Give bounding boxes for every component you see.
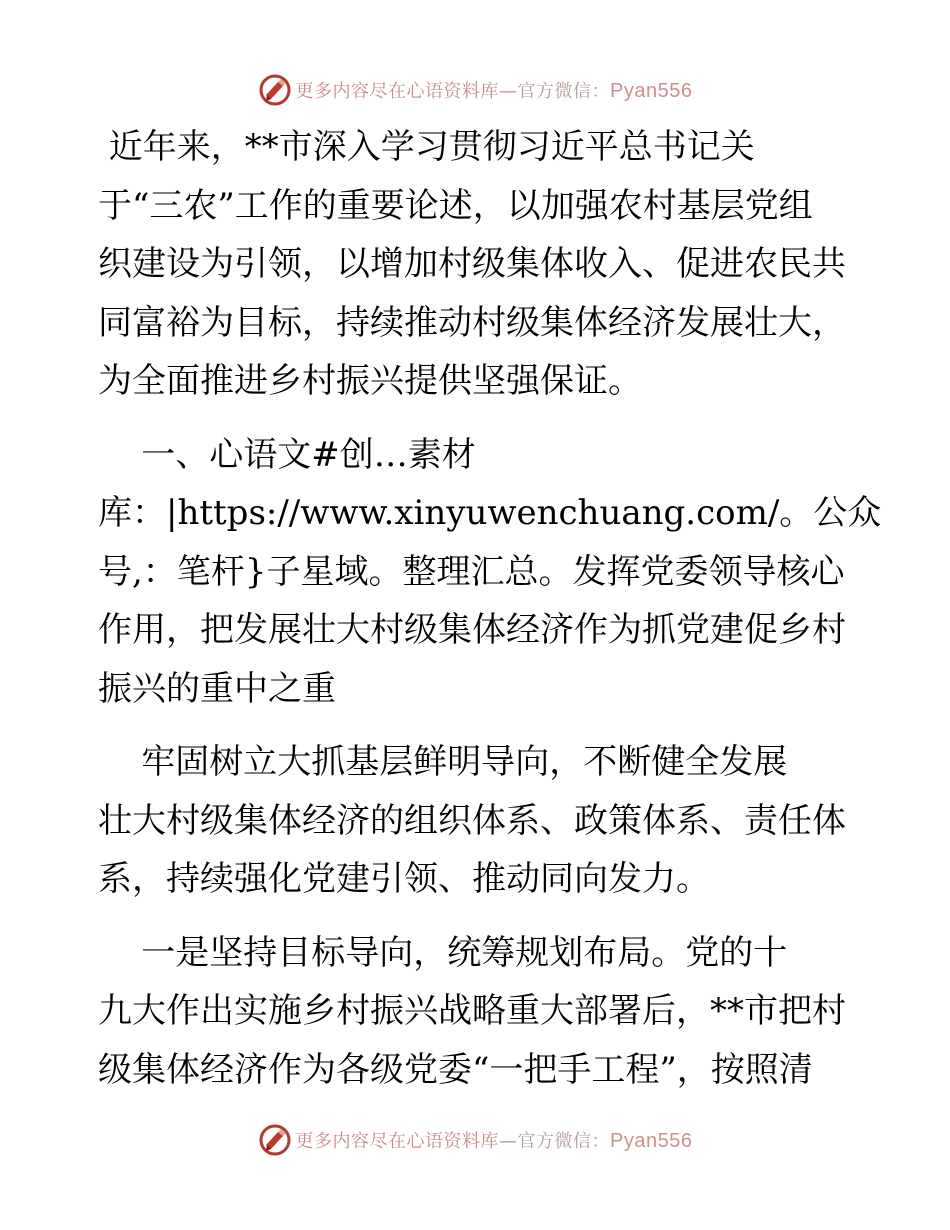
watermark-id: Pyan556 xyxy=(610,80,693,102)
watermark-contact-label: 官方微信： xyxy=(517,1131,611,1152)
text-line: 九大作出实施乡村振兴战略重大部署后，**市把村 xyxy=(98,991,846,1031)
paragraph-gap xyxy=(98,718,858,733)
paragraph-gap xyxy=(98,411,858,426)
text-line: 牢固树立大抓基层鲜明导向，不断健全发展 xyxy=(98,742,788,782)
text-line: 库：|https://www.xinyuwenchuang.com/。公众 xyxy=(98,493,882,533)
paragraph-gap xyxy=(98,909,858,924)
watermark-main-text: 更多内容尽在心语资料库 xyxy=(295,81,500,102)
text-line: 号,：笔杆}子星域。整理汇总。发挥党委领导核心 xyxy=(98,551,845,592)
watermark-dash: — xyxy=(499,1131,518,1152)
text-line: 级集体经济作为各级党委“一把手工程”，按照清 xyxy=(98,1049,813,1090)
text-line: 系，持续强化党建引领、推动同向发力。 xyxy=(98,859,710,899)
text-line: 作用，把发展壮大村级集体经济作为抓党建促乡村 xyxy=(98,610,846,650)
watermark-banner-bottom xyxy=(0,1118,950,1162)
text-line: 为全面推进乡村振兴提供坚强保证。 xyxy=(98,361,642,401)
brand-logo-icon xyxy=(258,73,292,107)
watermark-id: Pyan556 xyxy=(610,1130,693,1152)
text-line: 振兴的重中之重 xyxy=(98,668,336,709)
watermark-contact-label: 官方微信： xyxy=(517,81,611,102)
text-line: 同富裕为目标，持续推动村级集体经济发展壮大， xyxy=(98,302,846,343)
watermark-dash: — xyxy=(499,81,518,102)
text-line: 于“三农”工作的重要论述，以加强农村基层党组 xyxy=(98,185,813,226)
brand-logo-icon xyxy=(258,1123,292,1157)
watermark-banner-top xyxy=(0,68,950,112)
document-body xyxy=(98,118,882,1099)
text-line: 一是坚持目标导向，统筹规划布局。党的十 xyxy=(98,932,788,973)
watermark-main-text: 更多内容尽在心语资料库 xyxy=(295,1131,500,1152)
text-line: 一、心语文#创…素材 xyxy=(98,434,476,475)
text-line: 壮大村级集体经济的组织体系、政策体系、责任体 xyxy=(98,800,846,841)
text-line: 近年来，**市深入学习贯彻习近平总书记关 xyxy=(98,127,755,167)
text-line: 织建设为引领，以增加村级集体收入、促进农民共 xyxy=(98,244,846,284)
